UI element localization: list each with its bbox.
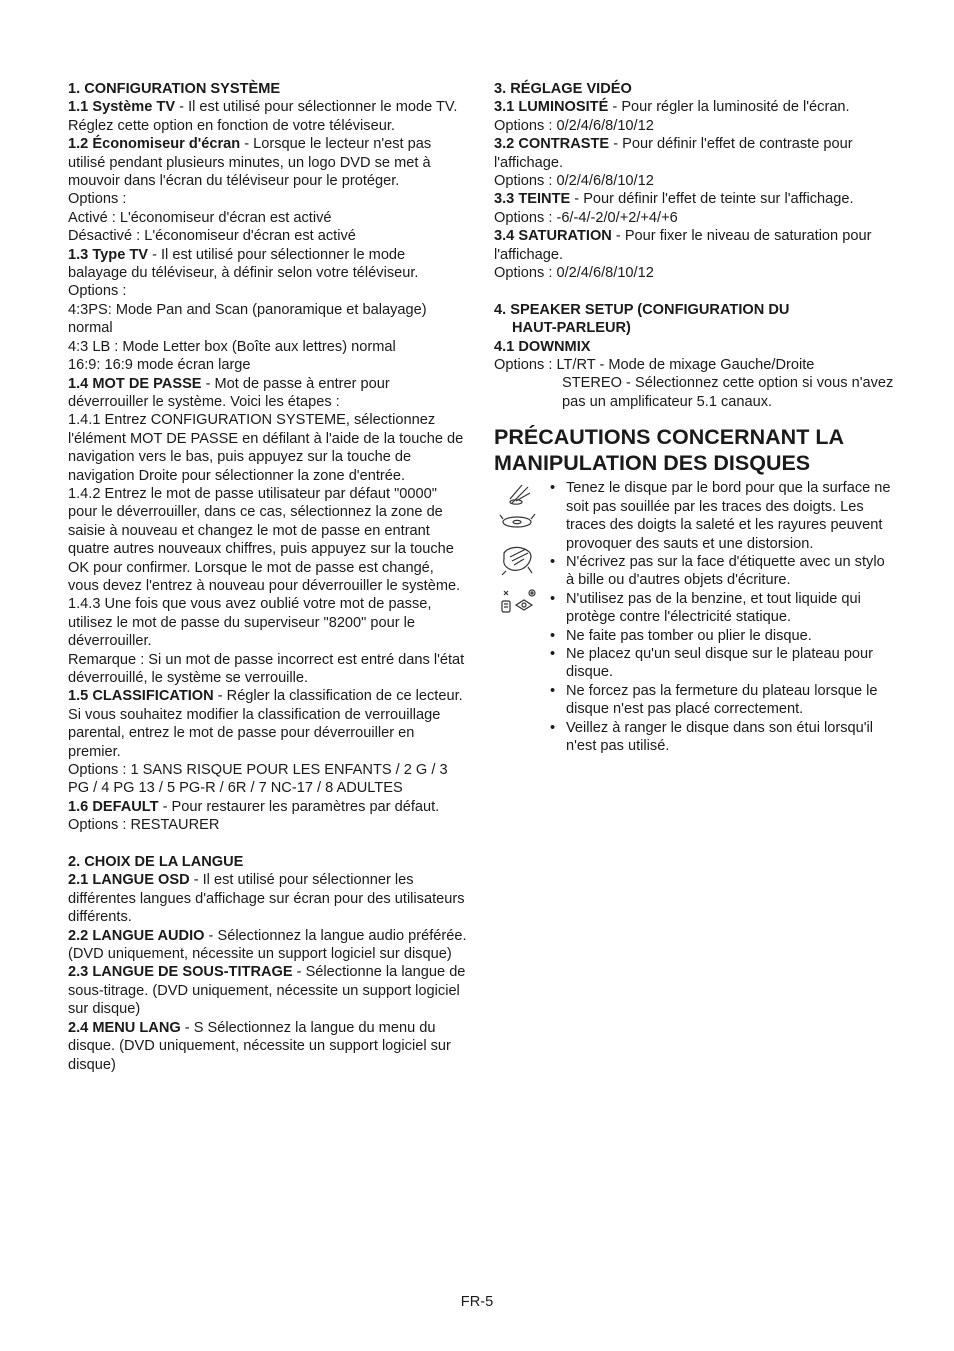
list-item: • Ne placez qu'un seul disque sur le plateau pour disque. (566, 645, 894, 682)
item-1-5-options: Options : 1 SANS RISQUE POUR LES ENFANTS / 2 G / 3 PG / 4 PG 13 / 5 PG-R / 6R / 7 NC-17 / 8 ADULTES (68, 762, 448, 797)
item-1-1-note: Réglez cette option en fonction de votre téléviseur. (68, 117, 395, 134)
section-4-title-cont: HAUT-PARLEUR) (512, 320, 631, 337)
item-1-3-option: 4:3PS: Mode Pan and Scan (panoramique et balayage) normal (68, 301, 427, 337)
item-1-2-options: Options : (68, 191, 127, 208)
item-1-4-remark: Remarque : Si un mot de passe incorrect est entré dans l'état déverrouillé, le système se verrouille. (68, 651, 465, 686)
left-column (68, 80, 468, 1074)
item-1-4: 1.4 MOT DE PASSE - Mot de passe à entrer pour déverrouiller le système. Voici les étapes : (68, 375, 390, 410)
precautions-block (494, 479, 894, 755)
list-item: • Tenez le disque par le bord pour que la surface ne soit pas souillée par les traces des doigts. Les traces des doigts la saleté et les rayures peuvent provoquer des sauts et une distorsion. (566, 479, 894, 553)
item-1-1: 1.1 Système TV - Il est utilisé pour sélectionner le mode TV. (68, 99, 458, 116)
item-2-4: 2.4 MENU LANG - S Sélectionnez la langue du menu du disque. (DVD uniquement, nécessite un support logiciel sur disque) (68, 1019, 451, 1073)
item-1-3-option: 4:3 LB : Mode Letter box (Boîte aux lettres) normal (68, 338, 396, 355)
item-1-3: 1.3 Type TV - Il est utilisé pour sélectionner le mode balayage du téléviseur, à définir selon votre téléviseur. (68, 246, 419, 282)
section-4-title: 4. SPEAKER SETUP (CONFIGURATION DU (494, 301, 790, 318)
item-3-2: 3.2 CONTRASTE - Pour définir l'effet de contraste pour l'affichage. (494, 136, 853, 171)
page-number: FR-5 (460, 1294, 494, 1310)
list-item: • N'utilisez pas de la benzine, et tout liquide qui protège contre l'électricité statique. (566, 590, 894, 627)
item-3-1: 3.1 LUMINOSITÉ - Pour régler la luminosité de l'écran. (494, 99, 850, 116)
item-1-2-option: Désactivé : L'économiseur d'écran est activé (68, 228, 356, 245)
item-1-6: 1.6 DEFAULT - Pour restaurer les paramètres par défaut. (68, 798, 440, 815)
item-1-3-options: Options : (68, 283, 127, 300)
item-3-4-options: Options : 0/2/4/6/8/10/12 (494, 265, 654, 282)
precautions-title: PRÉCAUTIONS CONCERNANT LA MANIPULATION DES DISQUES (494, 425, 844, 476)
list-item: • Ne forcez pas la fermeture du plateau lorsque le disque n'est pas placé correctement. (566, 682, 894, 719)
disc-writing-icon (498, 543, 538, 577)
item-2-1: 2.1 LANGUE OSD - Il est utilisé pour sélectionner les différentes langues d'affichage sur écran pour des utilisateurs différents. (68, 872, 465, 926)
item-2-3: 2.3 LANGUE DE SOUS-TITRAGE - Sélectionne la langue de sous-titrage. (DVD uniquement, nécessite un support logiciel sur disque) (68, 964, 466, 1018)
list-item: • Ne faite pas tomber ou plier le disque. (566, 627, 894, 645)
section-3-title: 3. RÉGLAGE VIDÉO (494, 81, 632, 97)
item-2-2: 2.2 LANGUE AUDIO - Sélectionnez la langue audio préférée. (DVD uniquement, nécessite un support logiciel sur disque) (68, 927, 467, 963)
hand-holding-disc-icon (498, 481, 538, 539)
list-item: • Veillez à ranger le disque dans son étui lorsqu'il n'est pas utilisé. (566, 719, 894, 756)
section-1-title: 1. CONFIGURATION SYSTÈME (68, 81, 281, 97)
item-1-4-1: 1.4.1 Entrez CONFIGURATION SYSTEME, sélectionnez l'élément MOT DE PASSE en défilant à l'aide de la touche de navigation vers le bas, puis appuyez sur la touche de navigation Droite pour sélectionner la zone d'entrée. (68, 412, 464, 484)
item-1-5: 1.5 CLASSIFICATION - Régler la classification de ce lecteur. Si vous souhaitez modifier la classification de verrouillage parental, entrez le mot de passe pour déverrouiller en premier. (68, 688, 463, 760)
item-4-1-option: Options : LT/RT - Mode de mixage Gauche/Droite (494, 357, 815, 374)
spacer (68, 835, 468, 853)
right-column (494, 80, 894, 755)
item-1-4-2: 1.4.2 Entrez le mot de passe utilisateur par défaut "0000" pour le déverrouiller, dans ce cas, sélectionnez la zone de saisie à nouveau et changez le mot de passe en entrant quatre autres nouveaux chiffres, puis appuyez sur la touche OK pour confirmer. Lorsque le mot de passe est changé, vous devez l'entrez à nouveau pour déverrouiller le système. (68, 485, 461, 594)
list-item: • N'écrivez pas sur la face d'étiquette avec un stylo à bille ou d'autres objets d'écriture. (566, 553, 894, 590)
section-2-title: 2. CHOIX DE LA LANGUE (68, 854, 244, 871)
item-3-3-options: Options : -6/-4/-2/0/+2/+4/+6 (494, 209, 678, 226)
item-1-4-3: 1.4.3 Une fois que vous avez oublié votre mot de passe, utilisez le mot de passe du superviseur "8200" pour le déverrouiller. (68, 596, 432, 650)
no-chemicals-icon (498, 589, 542, 619)
precautions-list (494, 479, 894, 755)
item-3-1-options: Options : 0/2/4/6/8/10/12 (494, 117, 654, 134)
item-1-3-option: 16:9: 16:9 mode écran large (68, 357, 251, 374)
item-3-3: 3.3 TEINTE - Pour définir l'effet de teinte sur l'affichage. (494, 191, 854, 208)
item-3-4: 3.4 SATURATION - Pour fixer le niveau de saturation pour l'affichage. (494, 228, 872, 263)
item-4-1: 4.1 DOWNMIX (494, 338, 591, 355)
item-1-6-options: Options : RESTAURER (68, 817, 220, 834)
item-1-2-option: Activé : L'économiseur d'écran est activé (68, 209, 332, 226)
item-1-2: 1.2 Économiseur d'écran - Lorsque le lecteur n'est pas utilisé pendant plusieurs minutes, un logo DVD se met à mouvoir dans l'écran du téléviseur pour le protéger. (68, 136, 432, 190)
item-4-1-option: STEREO - Sélectionnez cette option si vous n'avez pas un amplificateur 5.1 canaux. (562, 375, 894, 410)
item-3-2-options: Options : 0/2/4/6/8/10/12 (494, 173, 654, 190)
spacer (494, 282, 894, 300)
